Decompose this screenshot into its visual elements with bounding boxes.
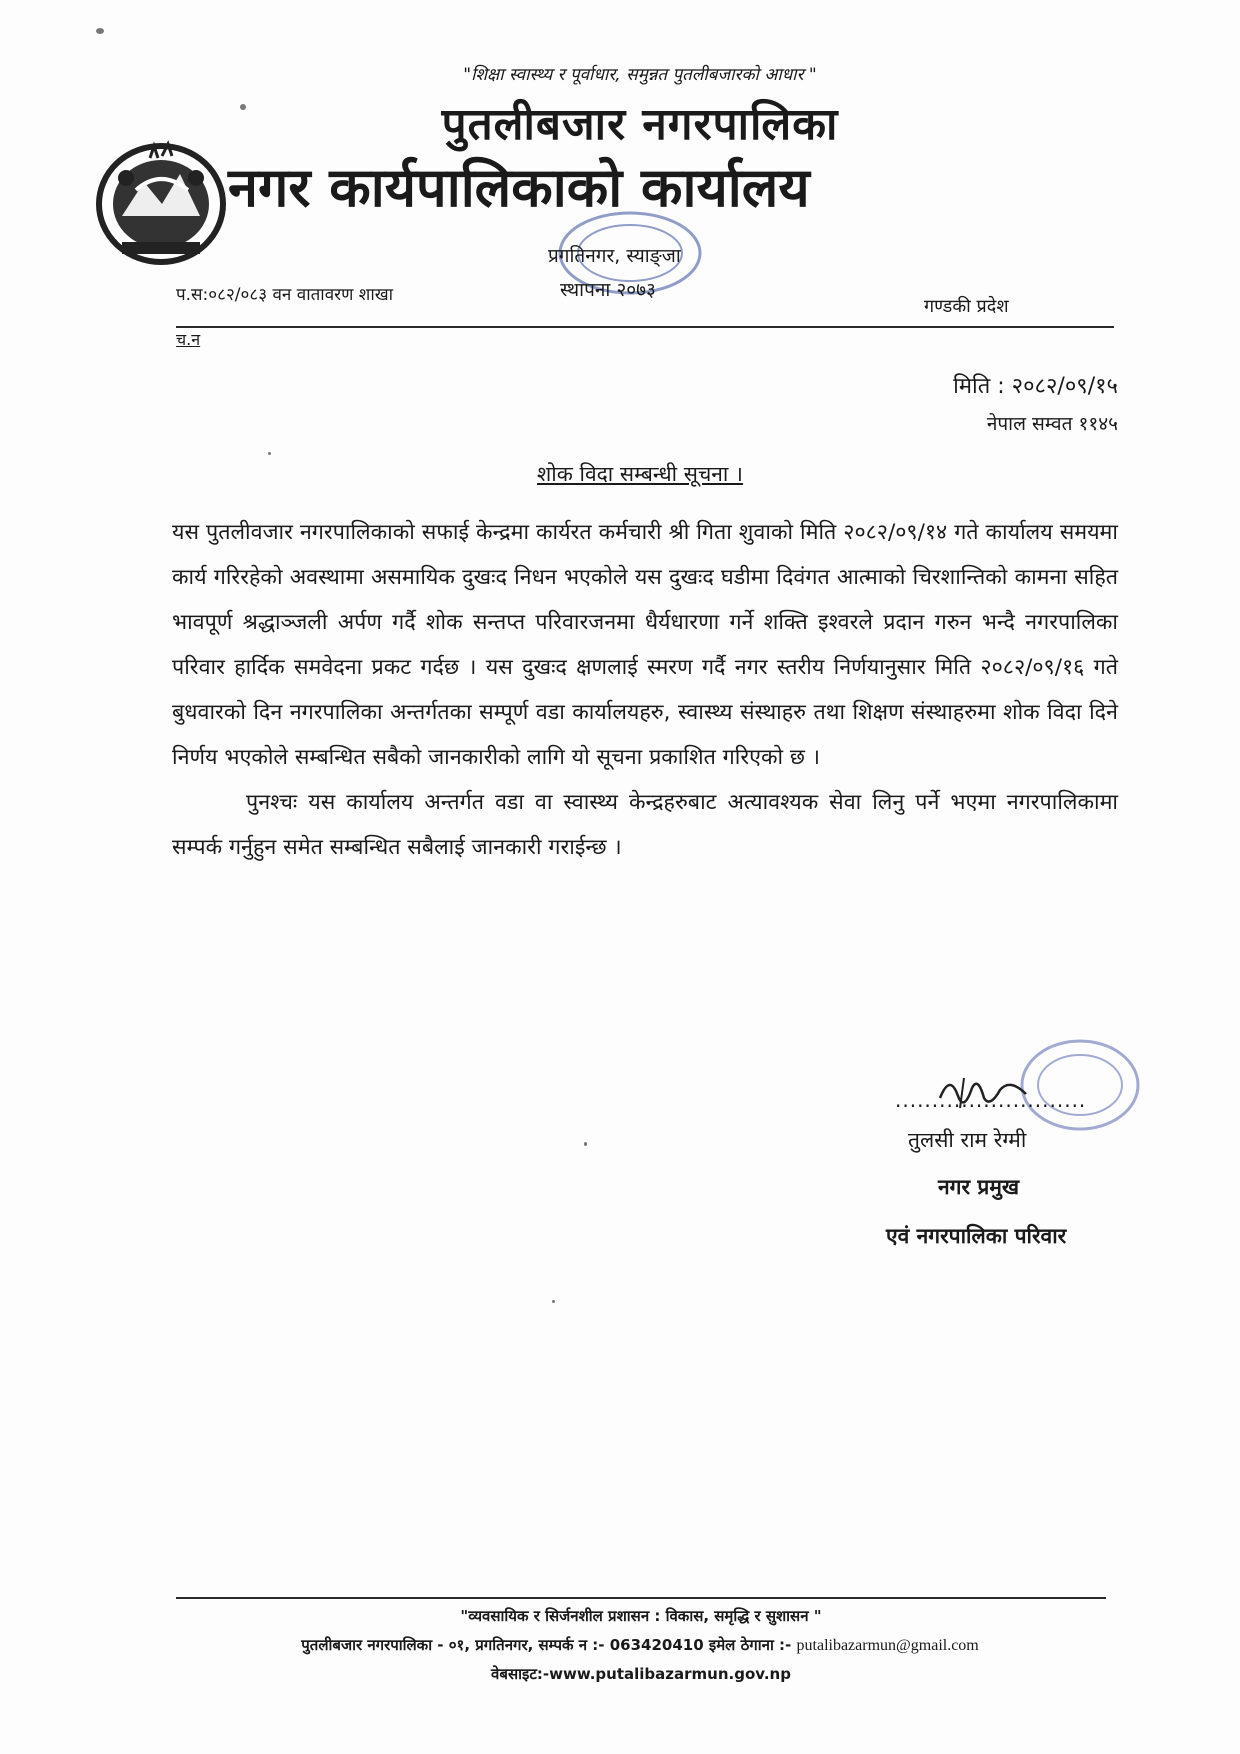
footer-divider — [176, 1597, 1106, 1599]
body-postscript: पुनश्चः यस कार्यालय अन्तर्गत वडा वा स्वास्थ्य केन्द्रहरुबाट अत्यावश्यक सेवा लिनु पर्ने भएमा नगरपालिकामा सम्पर्क गर्नुहुन समेत सम्बन्धित सबैलाई जानकारी गराईन्छ । — [172, 790, 1118, 860]
office-name: नगर कार्यपालिकाको कार्यालय — [228, 156, 810, 219]
signature-icon — [930, 1068, 1040, 1118]
signatory-name: तुलसी राम रेग्मी — [908, 1128, 1027, 1152]
scan-speck — [268, 452, 271, 455]
stamp-established: स्थापना २०७३ — [560, 279, 656, 301]
signature-line: .......................... — [895, 1088, 1087, 1112]
nepal-emblem-icon — [92, 138, 230, 266]
scan-speck — [240, 104, 246, 110]
dispatch-number: च.न — [176, 330, 201, 349]
header-divider — [176, 326, 1114, 328]
footer-website[interactable]: वेबसाइट:-www.putalibazarmun.gov.np — [491, 1665, 791, 1683]
stamp-location: प्रगतिनगर, स्याङ्जा — [548, 245, 681, 267]
signatory-org: एवं नगरपालिका परिवार — [886, 1224, 1067, 1248]
scan-speck — [552, 1300, 555, 1303]
header-motto: "शिक्षा स्वास्थ्य र पूर्वाधार, समुन्नत पुतलीबजारको आधार " — [463, 65, 817, 85]
province-name: गण्डकी प्रदेश — [924, 296, 1009, 317]
scan-speck — [96, 28, 104, 34]
nepal-sambat-date: नेपाल सम्वत ११४५ — [986, 413, 1118, 435]
signatory-title: नगर प्रमुख — [938, 1175, 1020, 1199]
notice-subject: शोक विदा सम्बन्धी सूचना । — [536, 462, 744, 486]
footer-email[interactable]: putalibazarmun@gmail.com — [796, 1637, 979, 1654]
footer-motto: "व्यवसायिक र सिर्जनशील प्रशासन : विकास, समृद्धि र सुशासन " — [460, 1607, 822, 1625]
footer-address: पुतलीबजार नगरपालिका - ०१, प्रगतिनगर, सम्पर्क न :- 063420410 इमेल ठेगाना :- — [301, 1636, 797, 1654]
scan-speck — [584, 1142, 587, 1146]
body-paragraph: यस पुतलीवजार नगरपालिकाको सफाई केन्द्रमा कार्यरत कर्मचारी श्री गिता शुवाको मिति २०८२/०९/१४ गते कार्यालय समयमा कार्य गरिरहेको अवस्थामा असमायिक दुखःद निधन भएकोले यस दुखःद घडीमा दिवंगत आत्माको चिरशान्तिको कामना सहित भावपूर्ण श्रद्धाञ्जली अर्पण गर्दै शोक सन्तप्त परिवारजनमा धैर्यधारणा गर्ने शक्ति इश्वरले प्रदान गरुन भन्दै नगरपालिका परिवार हार्दिक समवेदना प्रकट गर्दछ । यस दुखःद क्षणलाई स्मरण गर्दै नगर स्तरीय निर्णयानुसार मिति २०८२/०९/१६ गते बुधवारको दिन नगरपालिका अन्तर्गतका सम्पूर्ण वडा कार्यालयहरु, स्वास्थ्य संस्थाहरु तथा शिक्षण संस्थाहरुमा शोक विदा दिने निर्णय भएकोले सम्बन्धित सबैको जानकारीको लागि यो सूचना प्रकाशित गरिएको छ । — [172, 520, 1118, 770]
reference-number: प.स:०८२/०८३ वन वातावरण शाखा — [176, 285, 394, 305]
letter-date: मिति : २०८२/०९/१५ — [953, 374, 1118, 399]
footer-contact — [140, 1635, 1140, 1655]
municipality-name: पुतलीबजार नगरपालिका — [441, 99, 839, 150]
notice-body — [172, 510, 1118, 870]
